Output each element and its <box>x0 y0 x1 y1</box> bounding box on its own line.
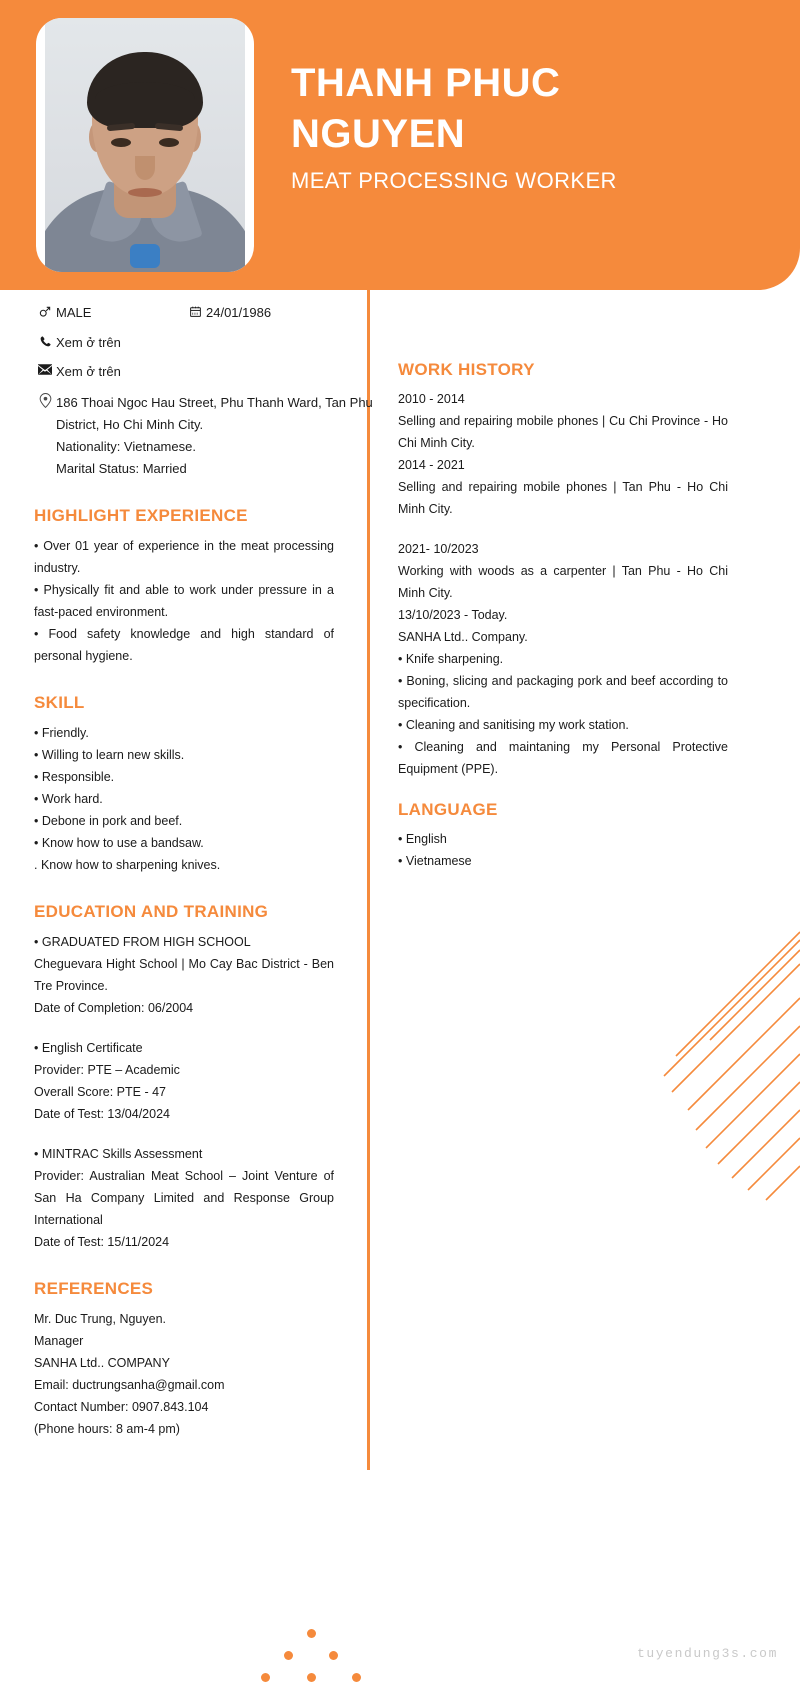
section-title: SKILL <box>34 693 85 712</box>
work-company-current: SANHA Ltd.. Company. <box>398 630 528 644</box>
section-title: EDUCATION AND TRAINING <box>34 902 269 921</box>
reference-line: SANHA Ltd.. COMPANY <box>34 1356 170 1370</box>
dot <box>307 1629 316 1638</box>
section-work-history <box>398 360 728 780</box>
education-detail: Cheguevara Hight School | Mo Cay Bac District - Ben Tre Province. <box>34 957 334 993</box>
skill-item: • Responsible. <box>34 770 115 784</box>
work-period: 2010 - 2014 <box>398 392 465 406</box>
dot <box>352 1673 361 1682</box>
portrait-eye-right <box>159 138 179 147</box>
section-education-training <box>34 902 334 1253</box>
phone-icon <box>34 334 56 348</box>
birthdate-value: 24/01/1986 <box>206 305 272 320</box>
dot-pattern-decoration <box>256 1599 416 1669</box>
section-language <box>398 800 728 872</box>
dot <box>307 1673 316 1682</box>
resume-body <box>0 290 800 1436</box>
work-description: Working with woods as a carpenter | Tan Phu - Ho Chi Minh City. <box>398 564 728 600</box>
education-provider: Provider: PTE – Academic <box>34 1063 180 1077</box>
skill-item: • Debone in pork and beef. <box>34 814 183 828</box>
reference-phone[interactable]: Contact Number: 0907.843.104 <box>34 1400 209 1414</box>
work-duty: • Cleaning and maintaning my Personal Protective Equipment (PPE). <box>398 740 728 776</box>
envelope-icon <box>34 363 56 375</box>
section-title: HIGHLIGHT EXPERIENCE <box>34 506 248 525</box>
work-duty: • Cleaning and sanitising my work station. <box>398 718 629 732</box>
education-heading: • GRADUATED FROM HIGH SCHOOL <box>34 935 251 949</box>
work-period: 2021- 10/2023 <box>398 542 479 556</box>
spacer <box>34 1125 334 1143</box>
education-provider: Provider: Australian Meat School – Joint Venture of San Ha Company Limited and Response Group International <box>34 1169 334 1227</box>
calendar-icon <box>184 304 206 318</box>
education-heading: • MINTRAC Skills Assessment <box>34 1147 203 1161</box>
gender-icon <box>34 304 56 319</box>
portrait-tshirt <box>130 244 160 268</box>
phone-value[interactable]: Xem ở trên <box>56 335 121 350</box>
photo-frame <box>36 18 254 272</box>
address-line: District, Ho Chi Minh City. <box>56 417 204 432</box>
spacer <box>398 520 728 538</box>
contact-row-gender-dob <box>34 304 334 322</box>
dot <box>329 1651 338 1660</box>
education-score: Overall Score: PTE - 47 <box>34 1085 166 1099</box>
page-title-line1: THANH PHUC <box>291 61 561 105</box>
portrait-eye-left <box>111 138 131 147</box>
job-title: MEAT PROCESSING WORKER <box>291 168 617 193</box>
work-duty: • Boning, slicing and packaging pork and beef according to specification. <box>398 674 728 710</box>
reference-line: Mr. Duc Trung, Nguyen. <box>34 1312 167 1326</box>
section-skill <box>34 693 334 876</box>
section-references <box>34 1279 334 1440</box>
work-description: Selling and repairing mobile phones | Cu Chi Province - Ho Chi Minh City. <box>398 414 728 450</box>
location-pin-icon <box>34 392 56 408</box>
left-column <box>34 304 373 1440</box>
header-text-block <box>291 58 761 194</box>
email-value[interactable]: Xem ở trên <box>56 364 121 379</box>
skill-item: • Know how to use a bandsaw. <box>34 836 204 850</box>
reference-line: Manager <box>34 1334 84 1348</box>
reference-email[interactable]: Email: ductrungsanha@gmail.com <box>34 1378 225 1392</box>
skill-item: • Willing to learn new skills. <box>34 748 185 762</box>
highlight-item: • Over 01 year of experience in the meat processing industry. <box>34 539 334 575</box>
avatar <box>45 18 245 272</box>
dot <box>284 1651 293 1660</box>
work-description: Selling and repairing mobile phones | Tan Phu - Ho Chi Minh City. <box>398 480 728 516</box>
spacer <box>34 1019 334 1037</box>
resume-header <box>0 0 800 290</box>
contact-row-address <box>34 392 373 480</box>
diagonal-hatch-decoration <box>560 880 800 1220</box>
language-item: • Vietnamese <box>398 854 472 868</box>
address-line: 186 Thoai Ngoc Hau Street, Phu Thanh Ward, Tan Phu <box>56 395 373 410</box>
section-title: LANGUAGE <box>398 800 498 819</box>
contact-row-phone <box>34 334 334 352</box>
gender-value: MALE <box>56 305 92 320</box>
reference-line: (Phone hours: 8 am-4 pm) <box>34 1422 180 1436</box>
portrait-nose <box>135 156 155 180</box>
work-period-current: 13/10/2023 - Today. <box>398 608 508 622</box>
page-title-line2: NGUYEN <box>291 112 466 156</box>
skill-item: • Work hard. <box>34 792 103 806</box>
skill-item: . Know how to sharpening knives. <box>34 858 221 872</box>
dot <box>261 1673 270 1682</box>
language-item: • English <box>398 832 447 846</box>
education-date: Date of Test: 15/11/2024 <box>34 1235 170 1249</box>
contact-row-email <box>34 363 334 381</box>
education-date: Date of Test: 13/04/2024 <box>34 1107 170 1121</box>
section-highlight-experience <box>34 506 334 667</box>
address-block <box>56 392 373 480</box>
right-column <box>398 360 728 872</box>
highlight-item: • Food safety knowledge and high standard of personal hygiene. <box>34 627 334 663</box>
section-title: REFERENCES <box>34 1279 154 1298</box>
section-title: WORK HISTORY <box>398 360 535 379</box>
education-date: Date of Completion: 06/2004 <box>34 1001 194 1015</box>
skill-item: • Friendly. <box>34 726 89 740</box>
portrait-mouth <box>128 188 162 197</box>
address-line: Marital Status: Married <box>56 461 187 476</box>
address-line: Nationality: Vietnamese. <box>56 439 196 454</box>
work-duty: • Knife sharpening. <box>398 652 504 666</box>
education-heading: • English Certificate <box>34 1041 143 1055</box>
highlight-item: • Physically fit and able to work under pressure in a fast-paced environment. <box>34 583 334 619</box>
watermark: tuyendung3s.com <box>636 1646 778 1661</box>
work-period: 2014 - 2021 <box>398 458 465 472</box>
